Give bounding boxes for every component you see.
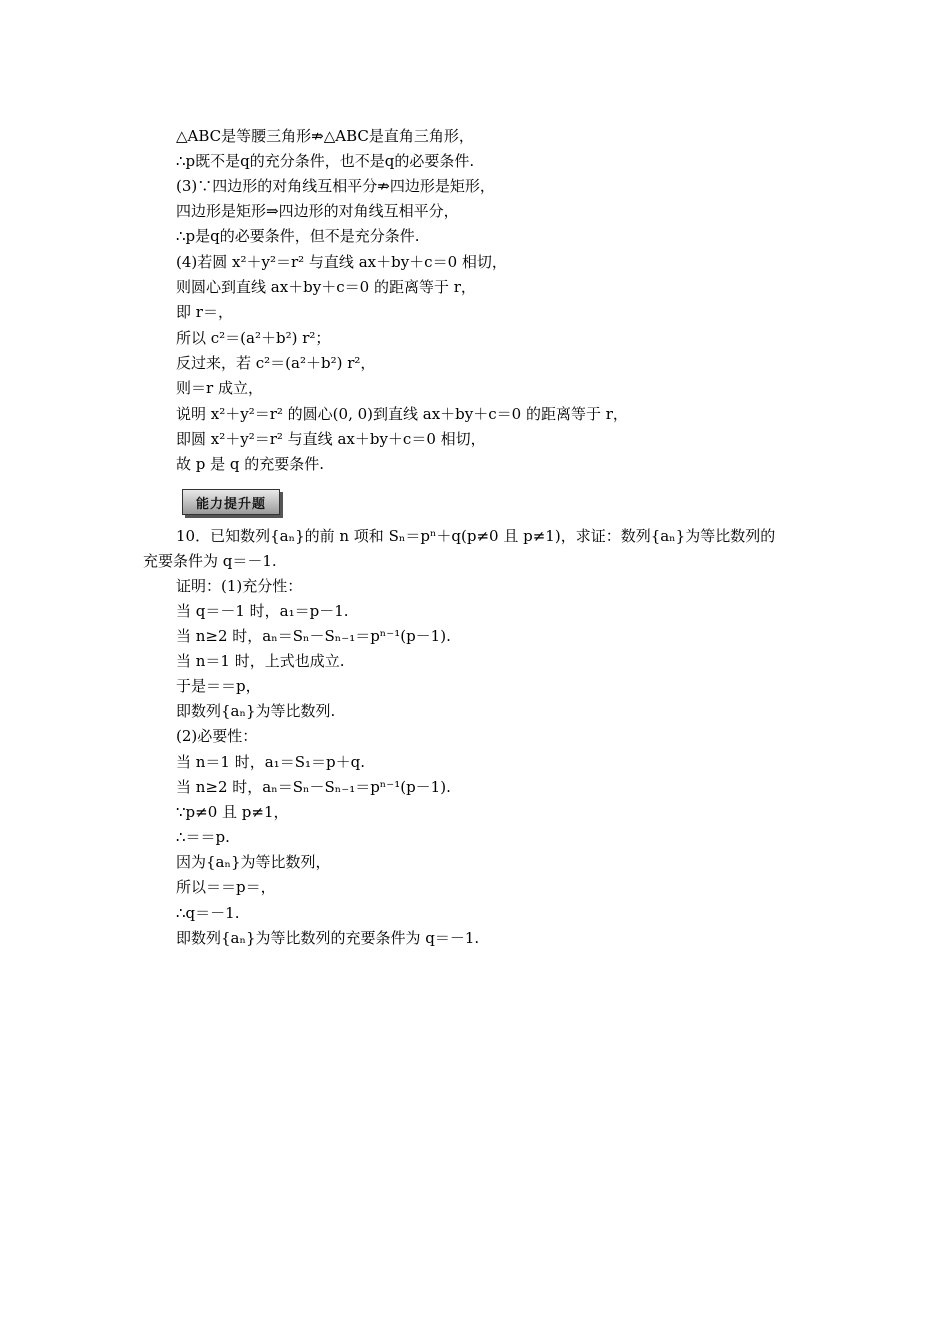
text-line: 所以＝＝p＝， <box>176 878 276 896</box>
text-line: 所以 c²＝(a²＋b²) r²； <box>176 329 331 347</box>
text-line: 当 n≥2 时，aₙ＝Sₙ－Sₙ₋₁＝pⁿ⁻¹(p－1). <box>176 627 451 645</box>
text-line: 即 r＝， <box>176 303 233 321</box>
text-line: (2)必要性： <box>176 727 258 745</box>
text-line: △ABC是等腰三角形⇏△ABC是直角三角形， <box>176 127 474 145</box>
text-line: 于是＝＝p， <box>176 677 261 695</box>
text-line: ∴＝＝p. <box>176 828 230 846</box>
text-line: ∵p≠0 且 p≠1， <box>176 803 289 821</box>
text-line: 即圆 x²＋y²＝r² 与直线 ax＋by＋c＝0 相切， <box>176 430 486 448</box>
text-line: 当 n＝1 时，a₁＝S₁＝p＋q. <box>176 753 365 771</box>
text-line: ∴p是q的必要条件，但不是充分条件. <box>176 227 420 245</box>
text-line: 当 n≥2 时，aₙ＝Sₙ－Sₙ₋₁＝pⁿ⁻¹(p－1). <box>176 778 451 796</box>
text-line: 说明 x²＋y²＝r² 的圆心(0, 0)到直线 ax＋by＋c＝0 的距离等于 r， <box>176 405 628 423</box>
problem-statement: 10．已知数列{aₙ}的前 n 项和 Sₙ＝pⁿ＋q(p≠0 且 p≠1)，求证：数列{aₙ}为等比数列的 <box>176 527 776 545</box>
text-line: ∴q＝－1. <box>176 904 240 922</box>
text-line: 证明：(1)充分性： <box>176 577 303 595</box>
text-line: 当 q＝－1 时，a₁＝p－1. <box>176 602 349 620</box>
text-line: 反过来，若 c²＝(a²＋b²) r²， <box>176 354 376 372</box>
text-line: 则＝r 成立， <box>176 379 263 397</box>
text-line: ∴p既不是q的充分条件，也不是q的必要条件. <box>176 152 475 170</box>
text-line: 当 n＝1 时，上式也成立. <box>176 652 345 670</box>
text-line: 即数列{aₙ}为等比数列. <box>176 702 336 720</box>
text-line: 四边形是矩形⇒四边形的对角线互相平分， <box>176 202 459 220</box>
text-line: (3)∵四边形的对角线互相平分⇏四边形是矩形， <box>176 177 495 195</box>
text-line: 故 p 是 q 的充要条件. <box>176 455 325 473</box>
text-line: 即数列{aₙ}为等比数列的充要条件为 q＝－1. <box>176 929 480 947</box>
text-line: (4)若圆 x²＋y²＝r² 与直线 ax＋by＋c＝0 相切， <box>176 253 507 271</box>
problem-statement-cont: 充要条件为 q＝－1. <box>143 552 277 570</box>
text-line: 因为{aₙ}为等比数列， <box>176 853 331 871</box>
section-badge: 能力提升题 <box>182 489 280 515</box>
text-line: 则圆心到直线 ax＋by＋c＝0 的距离等于 r， <box>176 278 476 296</box>
